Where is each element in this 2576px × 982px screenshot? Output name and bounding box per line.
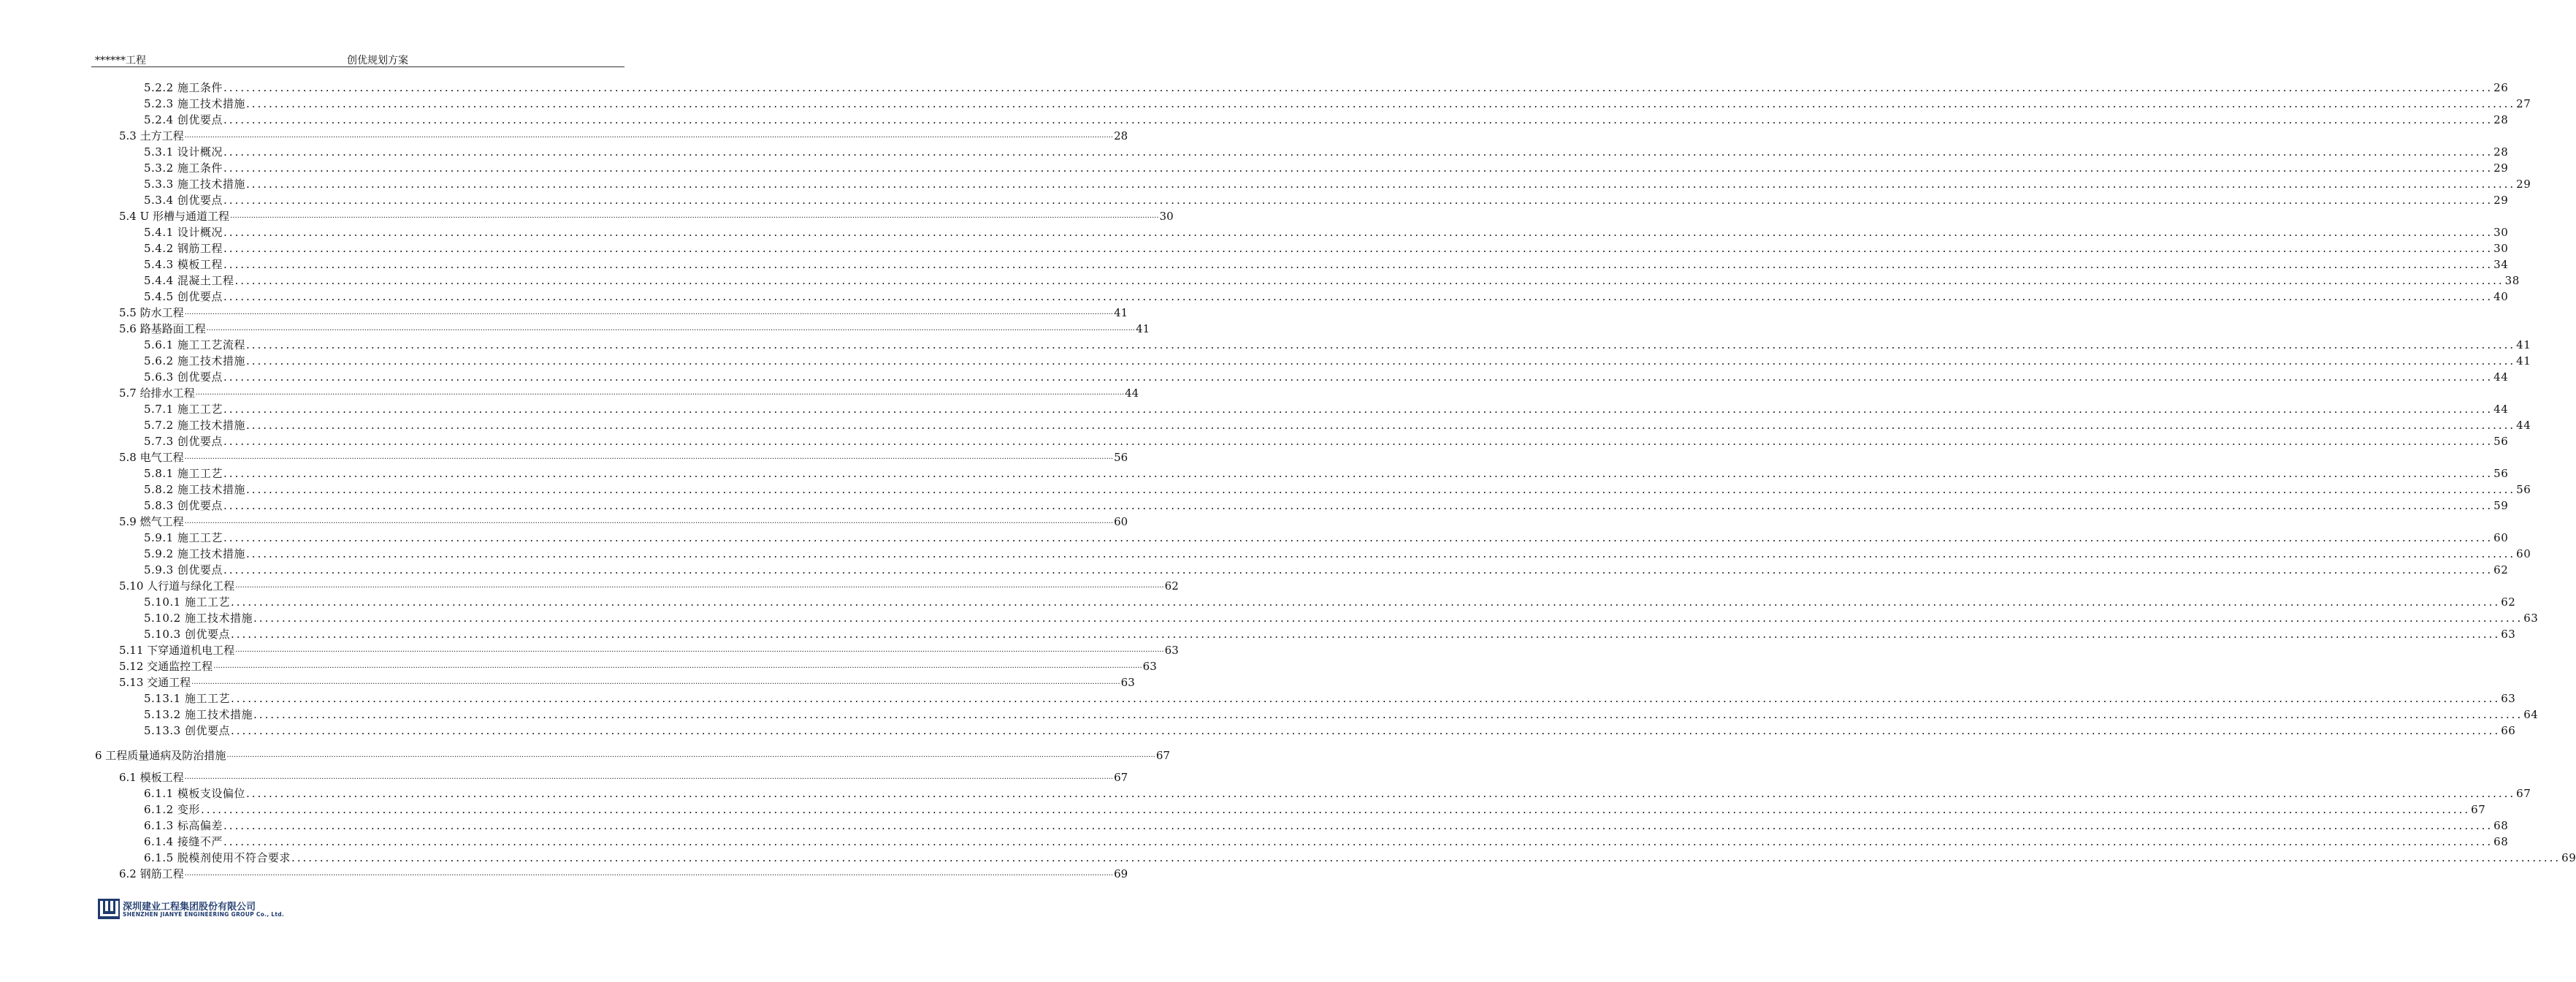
- toc-leader-dots: ................................................................................................................................................................................................................................................................................................................................................................................................................: [184, 773, 1114, 781]
- toc-entry-page: 63: [2501, 628, 2516, 641]
- toc-leader-dots: ................................................................................................................................................................................................................................................................................................................................................................................................................: [184, 453, 1114, 461]
- toc-entry-label: 5.13.1 施工工艺: [144, 692, 230, 705]
- toc-leader-dots: ................................................................................................................................................................................................................................................................................................................................................................................................................: [223, 290, 2493, 303]
- toc-entry-label: 5.3.4 创优要点: [144, 194, 223, 207]
- toc-entry-label: 5.6.2 施工技术措施: [144, 354, 245, 368]
- toc-leader-dots: ................................................................................................................................................................................................................................................................................................................................................................................................................: [223, 499, 2493, 512]
- toc-entry-label: 5.7.2 施工技术措施: [144, 419, 245, 432]
- toc-entry-page: 56: [2516, 483, 2531, 496]
- toc-entry-label: 5.10.1 施工工艺: [144, 595, 230, 609]
- toc-entry-label: 5.7.3 创优要点: [144, 435, 223, 448]
- toc-entry-label: 5.4 U 形槽与通道工程: [119, 210, 230, 223]
- toc-entry-page: 38: [2504, 274, 2520, 287]
- toc-entry-label: 5.3 土方工程: [119, 129, 184, 142]
- toc-leader-dots: ................................................................................................................................................................................................................................................................................................................................................................................................................: [245, 178, 2516, 191]
- toc-leader-dots: ................................................................................................................................................................................................................................................................................................................................................................................................................: [223, 194, 2493, 207]
- toc-leader-dots: ................................................................................................................................................................................................................................................................................................................................................................................................................: [245, 547, 2516, 560]
- toc-entry-page: 44: [2516, 419, 2531, 432]
- toc-entry[interactable]: [0, 818, 2509, 834]
- toc-entry[interactable]: [0, 642, 1179, 658]
- toc-leader-dots: ................................................................................................................................................................................................................................................................................................................................................................................................................: [245, 338, 2516, 351]
- toc-entry-label: 5.7.1 施工工艺: [144, 403, 223, 416]
- toc-leader-dots: ................................................................................................................................................................................................................................................................................................................................................................................................................: [223, 258, 2493, 271]
- toc-entry-page: 41: [2516, 354, 2531, 368]
- page-footer: [98, 897, 317, 922]
- toc-leader-dots: ................................................................................................................................................................................................................................................................................................................................................................................................................: [195, 389, 1125, 397]
- toc-leader-dots: ................................................................................................................................................................................................................................................................................................................................................................................................................: [230, 628, 2501, 641]
- toc-entry[interactable]: [0, 834, 2509, 850]
- toc-entry-label: 5.3.2 施工条件: [144, 161, 223, 175]
- toc-leader-dots: ................................................................................................................................................................................................................................................................................................................................................................................................................: [184, 517, 1114, 525]
- toc-leader-dots: ................................................................................................................................................................................................................................................................................................................................................................................................................: [184, 308, 1114, 316]
- toc-entry-page: 63: [1142, 660, 1157, 673]
- toc-entry-label: 5.9 燃气工程: [119, 515, 184, 528]
- toc-entry[interactable]: [0, 723, 2516, 739]
- toc-entry-page: 56: [1114, 451, 1128, 464]
- toc-entry-label: 5.9.3 创优要点: [144, 563, 223, 576]
- toc-entry[interactable]: [0, 80, 2509, 96]
- toc-entry[interactable]: [0, 594, 2516, 610]
- toc-entry-page: 63: [2501, 692, 2516, 705]
- toc-entry-page: 63: [2523, 612, 2539, 625]
- toc-leader-dots: ................................................................................................................................................................................................................................................................................................................................................................................................................: [226, 751, 1155, 759]
- toc-entry-label: 5.2.3 施工技术措施: [144, 97, 245, 110]
- toc-entry-page: 26: [2493, 81, 2509, 94]
- toc-entry[interactable]: [0, 690, 2516, 707]
- toc-entry[interactable]: [0, 850, 2576, 866]
- toc-entry-page: 68: [2493, 819, 2509, 832]
- toc-entry-page: 67: [1114, 771, 1128, 784]
- toc-entry-label: 5.4.3 模板工程: [144, 258, 223, 271]
- toc-leader-dots: ................................................................................................................................................................................................................................................................................................................................................................................................................: [223, 835, 2493, 848]
- toc-entry[interactable]: [0, 353, 2531, 369]
- toc-entry-page: 34: [2493, 258, 2509, 271]
- toc-leader-dots: ................................................................................................................................................................................................................................................................................................................................................................................................................: [191, 678, 1120, 686]
- toc-entry-label: 5.2.2 施工条件: [144, 81, 223, 94]
- toc-entry-label: 6.1.5 脱模剂使用不符合要求: [144, 851, 291, 864]
- toc-entry[interactable]: [0, 289, 2509, 305]
- toc-leader-dots: ................................................................................................................................................................................................................................................................................................................................................................................................................: [230, 692, 2501, 705]
- toc-entry[interactable]: [0, 465, 2509, 482]
- toc-entry[interactable]: [0, 514, 1128, 530]
- toc-entry-label: 6.1.3 标高偏差: [144, 819, 223, 832]
- toc-entry[interactable]: [0, 112, 2509, 128]
- toc-entry-page: 64: [2523, 708, 2539, 721]
- toc-entry-page: 62: [1164, 579, 1179, 593]
- toc-entry-label: 5.4.2 钢筋工程: [144, 242, 223, 255]
- toc-entry-label: 5.9.2 施工技术措施: [144, 547, 245, 560]
- toc-entry-label: 5.4.5 创优要点: [144, 290, 223, 303]
- toc-leader-dots: ................................................................................................................................................................................................................................................................................................................................................................................................................: [223, 467, 2493, 480]
- toc-entry-page: 30: [2493, 242, 2509, 255]
- page-header: [91, 53, 624, 66]
- toc-leader-dots: ................................................................................................................................................................................................................................................................................................................................................................................................................: [230, 212, 1159, 220]
- toc-leader-dots: ................................................................................................................................................................................................................................................................................................................................................................................................................: [245, 483, 2516, 496]
- toc-entry-page: 28: [2493, 113, 2509, 126]
- toc-leader-dots: ................................................................................................................................................................................................................................................................................................................................................................................................................: [235, 646, 1164, 654]
- toc-entry-label: 5.13.3 创优要点: [144, 724, 230, 737]
- toc-leader-dots: ................................................................................................................................................................................................................................................................................................................................................................................................................: [184, 132, 1114, 140]
- toc-entry[interactable]: [0, 482, 2531, 498]
- toc-entry-page: 40: [2493, 290, 2509, 303]
- toc-entry[interactable]: [0, 785, 2531, 802]
- toc-entry-page: 68: [2493, 835, 2509, 848]
- toc-leader-dots: ................................................................................................................................................................................................................................................................................................................................................................................................................: [230, 724, 2501, 737]
- toc-entry-page: 44: [2493, 403, 2509, 416]
- toc-entry-label: 6 工程质量通病及防治措施: [95, 749, 226, 762]
- toc-entry[interactable]: [0, 176, 2531, 192]
- toc-entry[interactable]: [0, 769, 1128, 785]
- toc-entry[interactable]: [0, 530, 2509, 546]
- toc-entry-page: 69: [1114, 867, 1128, 880]
- toc-entry[interactable]: [0, 144, 2509, 160]
- toc-entry-page: 30: [2493, 226, 2509, 239]
- toc-leader-dots: ................................................................................................................................................................................................................................................................................................................................................................................................................: [213, 662, 1142, 670]
- toc-leader-dots: ................................................................................................................................................................................................................................................................................................................................................................................................................: [245, 787, 2516, 800]
- toc-leader-dots: ................................................................................................................................................................................................................................................................................................................................................................................................................: [223, 435, 2493, 448]
- toc-entry[interactable]: [0, 610, 2539, 626]
- toc-entry-page: 62: [2493, 563, 2509, 576]
- toc-entry-page: 59: [2493, 499, 2509, 512]
- toc-entry-page: 28: [1114, 129, 1128, 142]
- toc-leader-dots: ................................................................................................................................................................................................................................................................................................................................................................................................................: [223, 161, 2493, 175]
- toc-spacer: [0, 764, 694, 769]
- toc-leader-dots: ................................................................................................................................................................................................................................................................................................................................................................................................................: [206, 324, 1136, 332]
- toc-entry-label: 6.1 模板工程: [119, 771, 184, 784]
- toc-entry[interactable]: [0, 385, 1139, 401]
- toc-entry-label: 5.3.3 施工技术措施: [144, 178, 245, 191]
- toc-entry-page: 66: [2501, 724, 2516, 737]
- toc-entry-label: 5.12 交通监控工程: [119, 660, 213, 673]
- toc-entry-label: 5.6.1 施工工艺流程: [144, 338, 245, 351]
- toc-entry[interactable]: [0, 240, 2509, 256]
- toc-entry-page: 63: [1120, 676, 1135, 689]
- toc-entry-page: 60: [2516, 547, 2531, 560]
- toc-entry-page: 62: [2501, 595, 2516, 609]
- toc-entry-label: 5.9.1 施工工艺: [144, 531, 223, 544]
- header-project: ******工程: [95, 55, 146, 66]
- toc-entry[interactable]: [0, 562, 2509, 578]
- toc-entry[interactable]: [0, 417, 2531, 433]
- toc-entry-label: 5.4.1 设计概况: [144, 226, 223, 239]
- toc-entry-page: 44: [2493, 370, 2509, 384]
- toc-leader-dots: ................................................................................................................................................................................................................................................................................................................................................................................................................: [223, 81, 2493, 94]
- toc-entry-page: 67: [1155, 749, 1170, 762]
- toc-leader-dots: ................................................................................................................................................................................................................................................................................................................................................................................................................: [223, 563, 2493, 576]
- header-title: 创优规划方案: [347, 55, 408, 66]
- toc-leader-dots: ................................................................................................................................................................................................................................................................................................................................................................................................................: [234, 274, 2504, 287]
- table-of-contents: [0, 80, 2576, 882]
- toc-entry-page: 69: [2561, 851, 2576, 864]
- toc-entry[interactable]: [0, 578, 1179, 594]
- toc-entry[interactable]: [0, 256, 2509, 273]
- toc-entry[interactable]: [0, 707, 2539, 723]
- header-divider: [91, 66, 624, 67]
- toc-entry-page: 29: [2516, 178, 2531, 191]
- toc-entry[interactable]: [0, 160, 2509, 176]
- toc-entry[interactable]: [0, 208, 1174, 224]
- toc-entry[interactable]: [0, 224, 2509, 240]
- toc-entry[interactable]: [0, 449, 1128, 465]
- toc-entry-page: 41: [1114, 306, 1128, 319]
- toc-leader-dots: ................................................................................................................................................................................................................................................................................................................................................................................................................: [235, 582, 1164, 590]
- toc-entry-page: 63: [1164, 644, 1179, 657]
- toc-leader-dots: ................................................................................................................................................................................................................................................................................................................................................................................................................: [223, 370, 2493, 384]
- toc-entry-label: 5.4.4 混凝土工程: [144, 274, 234, 287]
- toc-entry[interactable]: [0, 321, 1150, 337]
- company-name-en: SHENZHEN JIANYE ENGINEERING GROUP Co., Ltd.: [123, 911, 285, 918]
- toc-entry-label: 5.10.2 施工技术措施: [144, 612, 253, 625]
- toc-entry-page: 60: [2493, 531, 2509, 544]
- toc-leader-dots: ................................................................................................................................................................................................................................................................................................................................................................................................................: [223, 145, 2493, 159]
- toc-entry[interactable]: [0, 802, 2486, 818]
- toc-entry[interactable]: [0, 273, 2520, 289]
- toc-entry[interactable]: [0, 401, 2509, 417]
- toc-entry[interactable]: [0, 866, 1128, 882]
- toc-entry[interactable]: [0, 745, 1170, 764]
- toc-entry[interactable]: [0, 305, 1128, 321]
- toc-entry[interactable]: [0, 369, 2509, 385]
- toc-entry[interactable]: [0, 546, 2531, 562]
- toc-entry-label: 5.7 给排水工程: [119, 387, 195, 400]
- toc-leader-dots: ................................................................................................................................................................................................................................................................................................................................................................................................................: [291, 851, 2561, 864]
- toc-entry-label: 5.3.1 设计概况: [144, 145, 223, 159]
- toc-entry-label: 5.8 电气工程: [119, 451, 184, 464]
- toc-entry[interactable]: [0, 192, 2509, 208]
- toc-entry-label: 5.13 交通工程: [119, 676, 191, 689]
- toc-entry-label: 6.1.4 接缝不严: [144, 835, 223, 848]
- toc-entry-label: 5.6 路基路面工程: [119, 322, 206, 335]
- toc-entry[interactable]: [0, 96, 2531, 112]
- toc-entry[interactable]: [0, 626, 2516, 642]
- toc-leader-dots: ................................................................................................................................................................................................................................................................................................................................................................................................................: [223, 819, 2493, 832]
- toc-entry-label: 5.13.2 施工技术措施: [144, 708, 253, 721]
- company-logo-icon: [98, 899, 120, 919]
- toc-entry-label: 5.10.3 创优要点: [144, 628, 230, 641]
- toc-entry[interactable]: [0, 498, 2509, 514]
- toc-entry-page: 41: [1136, 322, 1150, 335]
- toc-leader-dots: ................................................................................................................................................................................................................................................................................................................................................................................................................: [223, 242, 2493, 255]
- toc-entry-label: 6.1.1 模板支设偏位: [144, 787, 245, 800]
- toc-leader-dots: ................................................................................................................................................................................................................................................................................................................................................................................................................: [245, 419, 2516, 432]
- toc-entry-page: 56: [2493, 435, 2509, 448]
- toc-entry-page: 30: [1159, 210, 1174, 223]
- toc-entry-page: 44: [1125, 387, 1139, 400]
- toc-entry[interactable]: [0, 128, 1128, 144]
- toc-entry-label: 5.8.2 施工技术措施: [144, 483, 245, 496]
- toc-entry-label: 5.11 下穿通道机电工程: [119, 644, 235, 657]
- toc-leader-dots: ................................................................................................................................................................................................................................................................................................................................................................................................................: [223, 403, 2493, 416]
- toc-entry-label: 5.5 防水工程: [119, 306, 184, 319]
- toc-entry[interactable]: [0, 658, 1157, 674]
- toc-entry-label: 5.10 人行道与绿化工程: [119, 579, 235, 593]
- toc-entry-label: 5.8.3 创优要点: [144, 499, 223, 512]
- toc-leader-dots: ................................................................................................................................................................................................................................................................................................................................................................................................................: [223, 531, 2493, 544]
- company-name-cn: 深圳建业工程集团股份有限公司: [123, 902, 256, 913]
- toc-entry-page: 67: [2471, 803, 2486, 816]
- toc-leader-dots: ................................................................................................................................................................................................................................................................................................................................................................................................................: [245, 354, 2516, 368]
- toc-leader-dots: ................................................................................................................................................................................................................................................................................................................................................................................................................: [184, 869, 1114, 878]
- toc-entry[interactable]: [0, 337, 2531, 353]
- toc-leader-dots: ................................................................................................................................................................................................................................................................................................................................................................................................................: [200, 803, 2471, 816]
- toc-entry-label: 5.6.3 创优要点: [144, 370, 223, 384]
- toc-entry-label: 5.2.4 创优要点: [144, 113, 223, 126]
- toc-leader-dots: ................................................................................................................................................................................................................................................................................................................................................................................................................: [245, 97, 2516, 110]
- toc-entry-page: 27: [2516, 97, 2531, 110]
- toc-entry-page: 56: [2493, 467, 2509, 480]
- toc-entry-label: 6.2 钢筋工程: [119, 867, 184, 880]
- toc-entry[interactable]: [0, 433, 2509, 449]
- toc-entry-page: 41: [2516, 338, 2531, 351]
- toc-entry-label: 6.1.2 变形: [144, 803, 200, 816]
- toc-entry-page: 60: [1114, 515, 1128, 528]
- toc-entry-label: 5.8.1 施工工艺: [144, 467, 223, 480]
- toc-leader-dots: ................................................................................................................................................................................................................................................................................................................................................................................................................: [253, 708, 2523, 721]
- toc-leader-dots: ................................................................................................................................................................................................................................................................................................................................................................................................................: [223, 226, 2493, 239]
- toc-leader-dots: ................................................................................................................................................................................................................................................................................................................................................................................................................: [230, 595, 2501, 609]
- toc-leader-dots: ................................................................................................................................................................................................................................................................................................................................................................................................................: [253, 612, 2523, 625]
- toc-entry-page: 29: [2493, 161, 2509, 175]
- toc-entry[interactable]: [0, 674, 1135, 690]
- toc-entry-page: 67: [2516, 787, 2531, 800]
- toc-leader-dots: ................................................................................................................................................................................................................................................................................................................................................................................................................: [223, 113, 2493, 126]
- toc-entry-page: 28: [2493, 145, 2509, 159]
- toc-entry-page: 29: [2493, 194, 2509, 207]
